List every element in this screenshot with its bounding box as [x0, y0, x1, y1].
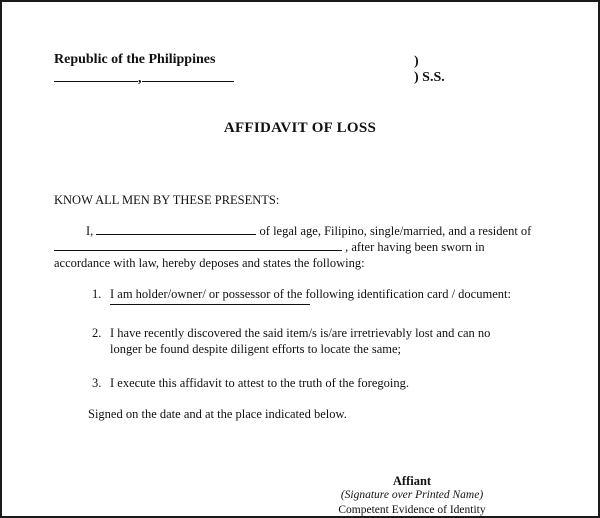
item-3-number: 3.: [92, 376, 102, 390]
document-blank: [110, 304, 310, 305]
item-3-text: I execute this affidavit to attest to the truth of the foregoing.: [110, 376, 409, 390]
signature-caption: (Signature over Printed Name): [340, 489, 484, 501]
para1-prefix: I,: [86, 224, 94, 238]
city-separator: ,: [138, 71, 142, 86]
name-blank: [96, 223, 256, 235]
item-1-number: 1.: [92, 287, 102, 301]
city-blank: [54, 70, 138, 82]
identity-evidence-label: Competent Evidence of Identity: [338, 504, 486, 516]
province-blank: [142, 70, 234, 82]
para1-after-name: of legal age, Filipino, single/married, and a resident of: [259, 224, 532, 238]
republic-heading: Republic of the Philippines: [54, 52, 216, 67]
ss-mark: ) S.S.: [414, 70, 445, 85]
intro-text: KNOW ALL MEN BY THESE PRESENTS:: [54, 193, 280, 207]
item-1-text: I am holder/owner/ or possessor of the following identification card / document:: [110, 287, 511, 301]
item-2-text-line1: I have recently discovered the said item/s is/are irretrievably lost and can no: [110, 326, 491, 340]
item-2-text-line2: longer be found despite diligent efforts to locate the same;: [110, 342, 402, 356]
document-title: AFFIDAVIT OF LOSS: [223, 120, 377, 136]
signed-statement: Signed on the date and at the place indicated below.: [88, 407, 347, 421]
para1-line2: [54, 239, 485, 255]
location-line: [54, 70, 234, 87]
para1-after-address: , after having been sworn in: [345, 240, 485, 254]
paren-top: ): [414, 54, 419, 69]
affiant-label: Affiant: [392, 474, 432, 488]
address-blank: [54, 239, 342, 251]
para1-line3: accordance with law, hereby deposes and states the following:: [54, 256, 365, 270]
item-2-number: 2.: [92, 326, 102, 340]
para1-line1: [86, 223, 531, 239]
